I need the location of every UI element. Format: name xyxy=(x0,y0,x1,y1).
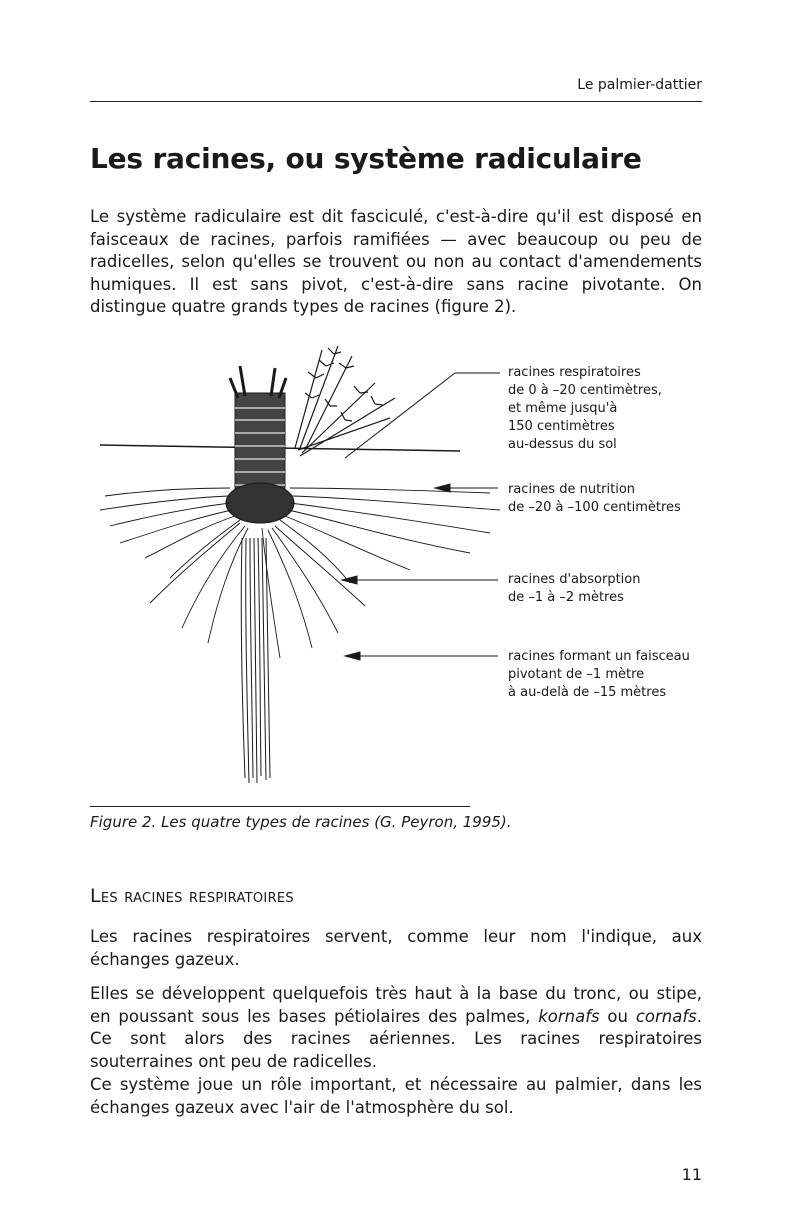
caption-rule xyxy=(90,806,470,807)
running-head: Le palmier-dattier xyxy=(577,77,702,93)
term-cornafs: cornafs xyxy=(635,1006,697,1026)
absorption-roots xyxy=(150,523,365,658)
subsection-title: Les racines respiratoires xyxy=(90,885,294,907)
label-respiratory: racines respiratoires de 0 à –20 centimètres, et même jusqu'à 150 centimètres au-dessus du sol xyxy=(508,365,662,452)
paragraph-2-middle: ou xyxy=(599,1006,636,1026)
page-number: 11 xyxy=(681,1165,702,1184)
intro-paragraph: Le système radiculaire est dit fasciculé, c'est-à-dire qu'il est disposé en faisceaux de racines, parfois ramifiées — avec beaucoup ou peu de radicelles, selon qu'elles se trouvent ou non au contact d'amendements humiques. Il est sans pivot, c'est-à-dire sans racine pivotante. On distingue quatre grands types de racines (figure 2). xyxy=(90,207,702,316)
stipe xyxy=(226,366,294,523)
leader-respiratory xyxy=(345,373,500,458)
label-nutrition: racines de nutrition de –20 à –100 centimètres xyxy=(508,482,681,515)
label-pivoting: racines formant un faisceau pivotant de –1 mètre à au-delà de –15 mètres xyxy=(508,649,690,700)
section-title: Les racines, ou système radiculaire xyxy=(90,142,642,175)
root-illustration xyxy=(100,346,500,783)
term-kornafs: kornafs xyxy=(538,1006,600,1026)
paragraph-3: Ce système joue un rôle important, et nécessaire au palmier, dans les échanges gazeux avec l'air de l'atmosphère du sol. xyxy=(90,1075,702,1117)
pivoting-bundle xyxy=(241,538,270,783)
paragraph-2-before: Elles se développent quelquefois très haut à la base du tronc, ou stipe, en poussant sous les bases pétiolaires des palmes, xyxy=(90,984,702,1026)
paragraph-2-after: . Ce sont alors des racines aériennes. Les racines respiratoires souterraines ont peu de radicelles. xyxy=(90,1006,703,1071)
paragraph-1: Les racines respiratoires servent, comme leur nom l'indique, aux échanges gazeux. xyxy=(90,927,702,969)
header-rule xyxy=(90,101,702,102)
figure-caption: Figure 2. Les quatre types de racines (G. Peyron, 1995). xyxy=(90,813,512,831)
arrow-pivoting xyxy=(345,652,360,660)
paragraph-2 xyxy=(90,983,702,1073)
palm-fronds xyxy=(295,346,395,456)
root-system-figure xyxy=(90,338,710,808)
label-absorption: racines d'absorption de –1 à –2 mètres xyxy=(508,572,641,605)
